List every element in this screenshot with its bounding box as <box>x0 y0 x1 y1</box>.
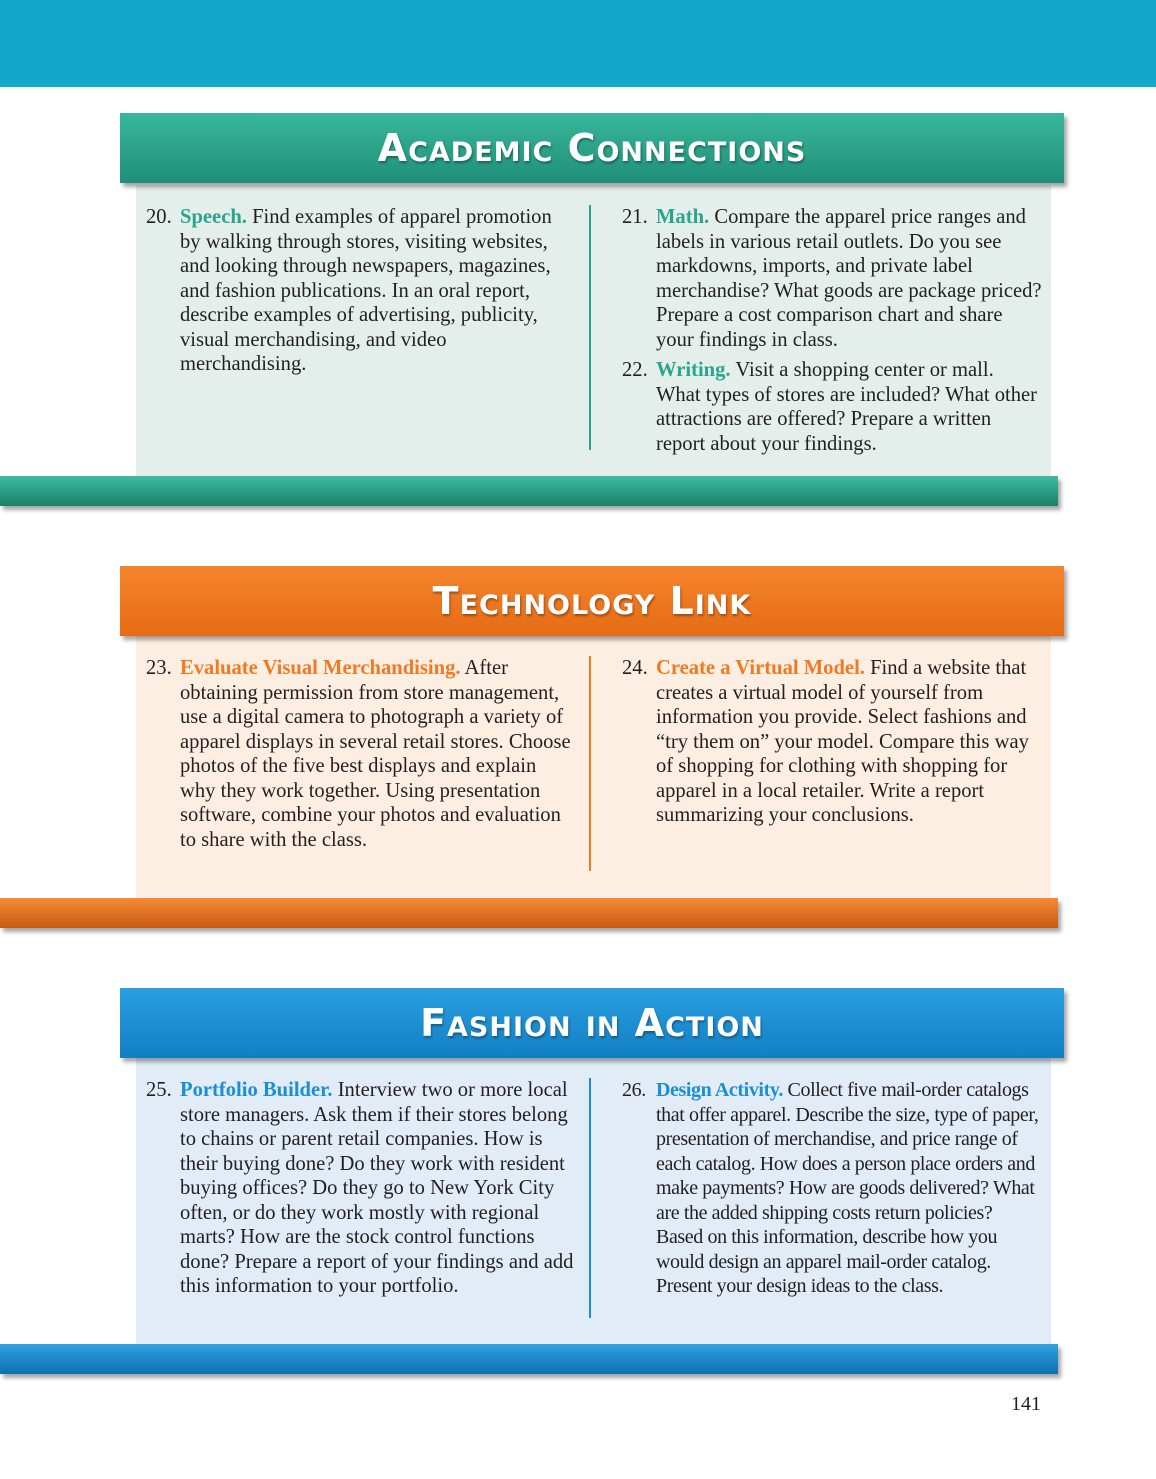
activity-item <box>622 656 1042 828</box>
left-column <box>146 205 576 383</box>
activity-item <box>622 358 1042 456</box>
academic-connections-panel <box>136 185 1051 477</box>
page-number: 141 <box>1011 1393 1041 1415</box>
technology-link-panel <box>136 636 1051 898</box>
item-number: 26. <box>622 1079 646 1101</box>
section-title: Academic Connections <box>377 126 807 170</box>
academic-connections-banner <box>120 113 1064 183</box>
item-number: 23. <box>146 657 172 679</box>
item-text <box>180 656 576 852</box>
item-number: 20. <box>146 206 172 228</box>
right-column <box>622 205 1042 462</box>
column-divider <box>589 205 591 450</box>
technology-link-banner <box>120 566 1064 636</box>
activity-item <box>146 205 576 377</box>
top-color-band <box>0 0 1156 87</box>
item-number: 25. <box>146 1079 172 1101</box>
item-lead: Portfolio Builder. <box>180 1079 333 1101</box>
item-lead: Speech. <box>180 206 247 228</box>
item-body: Interview two or more local store managers. Ask them if their stores belong to chains or parent retail companies. How is their buying done? Do they work with resident buying offices? Do they go to New York City often, or do they work mostly with regional marts? How are the stock control functions done? Prepare a report of your findings and add this information to your portfolio. <box>180 1079 574 1297</box>
item-text <box>656 358 1042 456</box>
item-body: After obtaining permission from store management, use a digital camera to photograph a variety of apparel displays in several retail stores. Choose photos of the five best displays and explain why they work together. Using presentation software, combine your photos and evaluation to share with the class. <box>180 657 571 851</box>
section-bottom-bar <box>0 1344 1058 1374</box>
item-text <box>656 1078 1042 1299</box>
left-column <box>146 656 576 858</box>
section-bottom-bar <box>0 476 1058 506</box>
item-body: Find examples of apparel promotion by walking through stores, visiting websites, and looking through newspapers, magazines, and fashion publications. In an oral report, describe examples of advertising, publicity, visual merchandising, and video merchandising. <box>180 206 552 375</box>
activity-item <box>622 1078 1042 1299</box>
item-body: Find a website that creates a virtual model of yourself from information you provide. Select fashions and “try them on” your model. Compare this way of shopping for clothing with shopping for apparel in a local retailer. Write a report summarizing your conclusions. <box>656 657 1029 826</box>
section-title: Technology Link <box>432 579 752 623</box>
item-lead: Evaluate Visual Merchandising. <box>180 657 461 679</box>
item-body: Compare the apparel price ranges and labels in various retail outlets. Do you see markdowns, imports, and private label merchandise? What goods are package priced? Prepare a cost comparison chart and share your findings in class. <box>656 206 1042 351</box>
column-divider <box>589 656 591 871</box>
item-body: Collect five mail-order catalogs that offer apparel. Describe the size, type of paper, presentation of merchandise, and price range of each catalog. How does a person place orders and make payments? How are goods delivered? What are the added shipping costs return policies? Based on this information, describe how you would design an apparel mail-order catalog. Present your design ideas to the class. <box>656 1079 1039 1297</box>
column-divider <box>589 1078 591 1318</box>
activity-item <box>146 656 576 852</box>
item-number: 21. <box>622 206 648 228</box>
section-title: Fashion in Action <box>420 1001 764 1045</box>
item-text <box>656 656 1042 828</box>
item-number: 24. <box>622 657 648 679</box>
item-lead: Design Activity. <box>656 1079 783 1101</box>
right-column <box>622 1078 1042 1305</box>
fashion-in-action-banner <box>120 988 1064 1058</box>
item-number: 22. <box>622 359 648 381</box>
item-body: Visit a shopping center or mall. What types of stores are included? What other attractions are offered? Prepare a written report about your findings. <box>656 359 1038 455</box>
activity-item <box>622 205 1042 352</box>
section-bottom-bar <box>0 898 1058 928</box>
fashion-in-action-panel <box>136 1058 1051 1344</box>
left-column <box>146 1078 576 1305</box>
item-text <box>180 1078 576 1299</box>
item-text <box>656 205 1042 352</box>
item-lead: Writing. <box>656 359 731 381</box>
item-lead: Create a Virtual Model. <box>656 657 865 679</box>
item-lead: Math. <box>656 206 710 228</box>
item-text <box>180 205 576 377</box>
activity-item <box>146 1078 576 1299</box>
right-column <box>622 656 1042 834</box>
